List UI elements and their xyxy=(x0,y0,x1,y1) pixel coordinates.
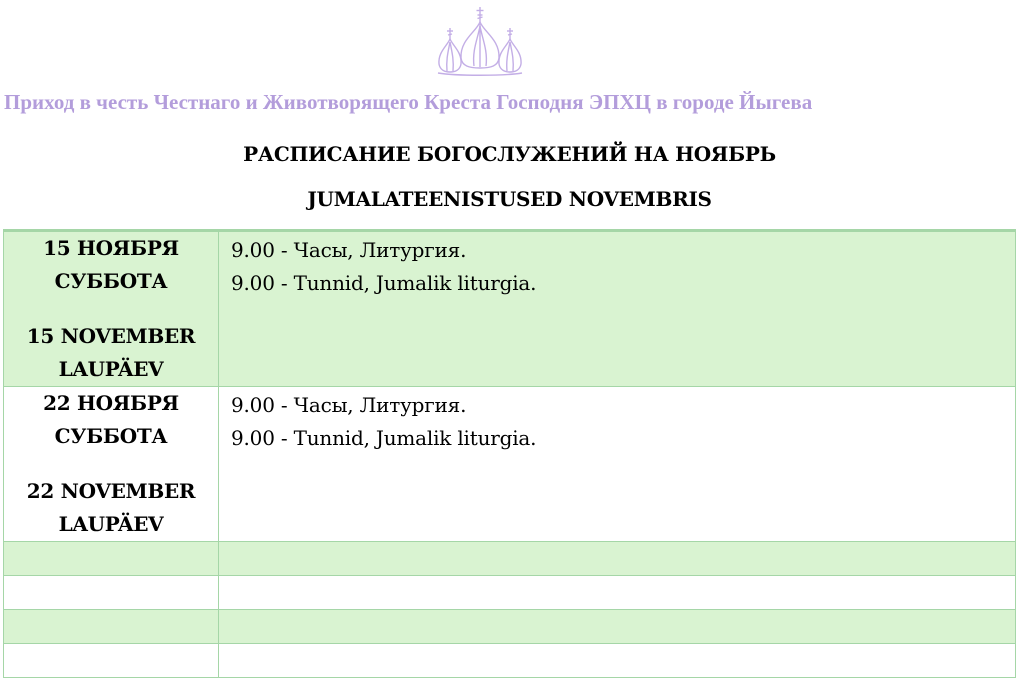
date-cell xyxy=(4,610,219,644)
page-title-ru: РАСПИСАНИЕ БОГОСЛУЖЕНИЙ НА НОЯБРЬ xyxy=(243,142,776,166)
date-cell xyxy=(4,542,219,576)
weekday-ru: СУББОТА xyxy=(54,424,168,448)
service-line: 9.00 - Часы, Литургия. xyxy=(231,238,467,262)
date-cell xyxy=(4,387,219,542)
table-row xyxy=(4,387,1016,542)
weekday-ru: СУББОТА xyxy=(54,269,168,293)
services-cell xyxy=(219,231,1016,387)
table-row xyxy=(4,231,1016,387)
service-line: 9.00 - Часы, Литургия. xyxy=(231,393,467,417)
service-line: 9.00 - Tunnid, Jumalik liturgia. xyxy=(231,426,537,450)
date-ru: 22 НОЯБРЯ xyxy=(43,391,179,415)
services-cell xyxy=(219,610,1016,644)
weekday-et: LAUPÄEV xyxy=(58,357,164,381)
table-row xyxy=(4,610,1016,644)
table-row xyxy=(4,542,1016,576)
service-line: 9.00 - Tunnid, Jumalik liturgia. xyxy=(231,271,537,295)
schedule-table xyxy=(3,229,1016,678)
services-cell xyxy=(219,542,1016,576)
date-ru: 15 НОЯБРЯ xyxy=(43,236,179,260)
date-et: 15 NOVEMBER xyxy=(26,324,196,348)
church-domes-icon xyxy=(436,6,524,78)
services-cell xyxy=(219,576,1016,610)
date-cell xyxy=(4,644,219,678)
services-cell xyxy=(219,387,1016,542)
table-row xyxy=(4,576,1016,610)
table-row xyxy=(4,644,1016,678)
parish-name: Приход в честь Честнаго и Животворящего Креста Господня ЭПХЦ в городе Йыгева xyxy=(4,90,813,114)
date-cell xyxy=(4,231,219,387)
date-et: 22 NOVEMBER xyxy=(26,479,196,503)
date-cell xyxy=(4,576,219,610)
services-cell xyxy=(219,644,1016,678)
weekday-et: LAUPÄEV xyxy=(58,512,164,536)
page-title-et: JUMALATEENISTUSED NOVEMBRIS xyxy=(307,187,712,211)
